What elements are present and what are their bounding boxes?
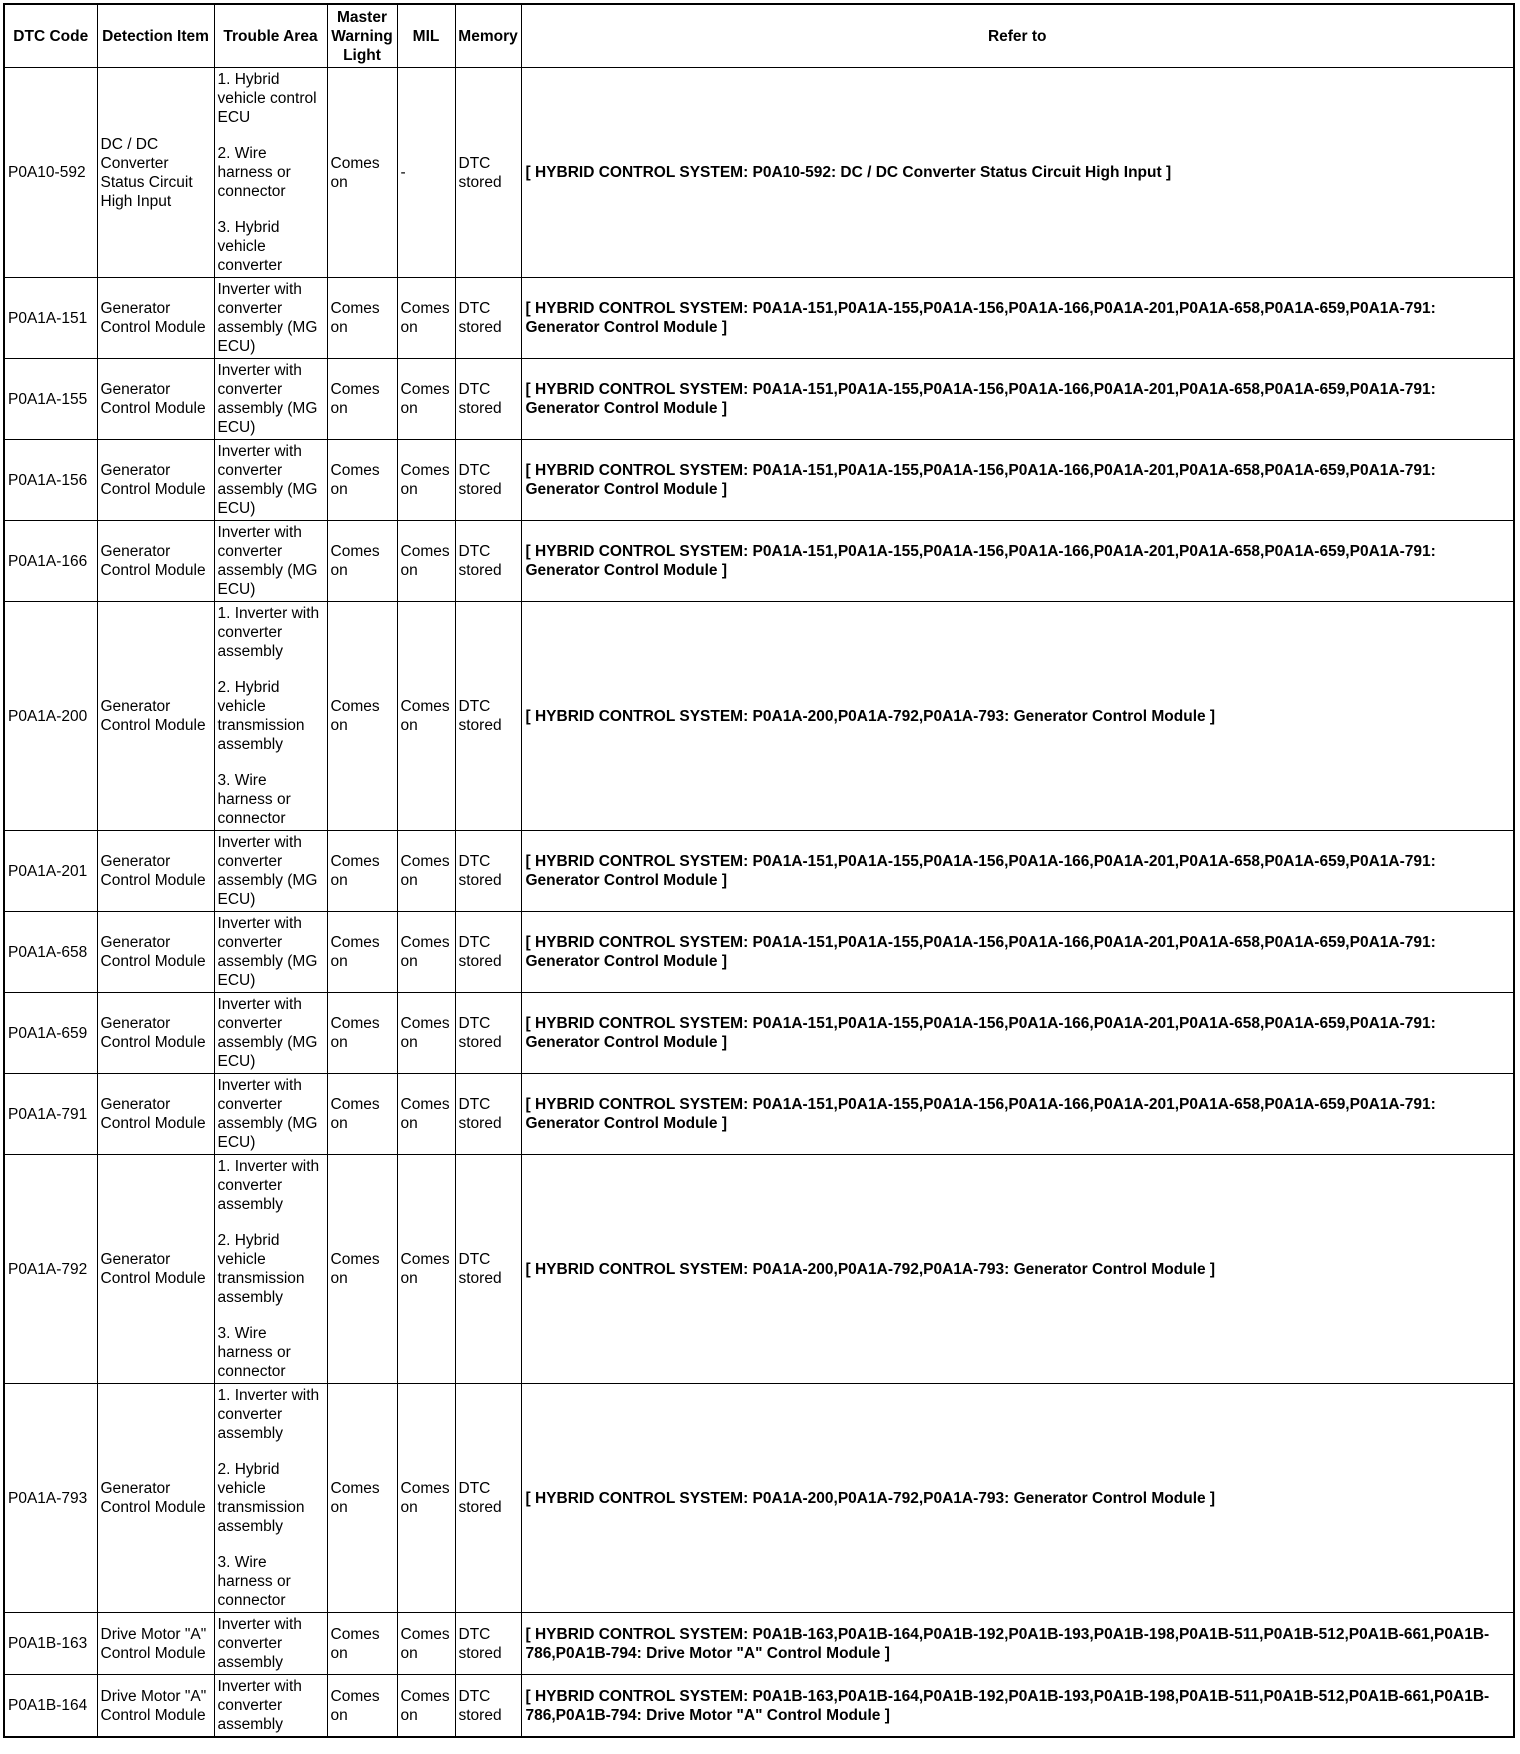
trouble-area-cell: [214, 831, 327, 912]
dtc-code-cell: P0A10-592: [4, 68, 97, 278]
memory-cell: DTC stored: [455, 1155, 521, 1384]
header-mil: MIL: [397, 4, 455, 68]
mil-cell: Comes on: [397, 1384, 455, 1613]
master-warning-cell: Comes on: [327, 1675, 397, 1738]
dtc-table-container: [3, 3, 1515, 1738]
trouble-area-cell: [214, 278, 327, 359]
trouble-area-item: Inverter with converter assembly (MG ECU): [217, 281, 318, 355]
trouble-area-item: 1. Inverter with converter assembly: [217, 1387, 320, 1442]
master-warning-cell: Comes on: [327, 521, 397, 602]
header-row: [4, 4, 1514, 68]
mil-cell: Comes on: [397, 521, 455, 602]
refer-to-cell: [ HYBRID CONTROL SYSTEM: P0A1A-151,P0A1A-155,P0A1A-156,P0A1A-166,P0A1A-201,P0A1A-658,P0A1A-659,P0A1A-791: Generator Control Module ]: [521, 912, 1514, 993]
header-detection-item: Detection Item: [97, 4, 214, 68]
trouble-area-cell: [214, 1155, 327, 1384]
header-memory: Memory: [455, 4, 521, 68]
table-row: [4, 359, 1514, 440]
dtc-table: [3, 3, 1515, 1738]
mil-cell: Comes on: [397, 440, 455, 521]
trouble-area-cell: [214, 359, 327, 440]
master-warning-cell: Comes on: [327, 912, 397, 993]
refer-to-cell: [ HYBRID CONTROL SYSTEM: P0A1A-151,P0A1A-155,P0A1A-156,P0A1A-166,P0A1A-201,P0A1A-658,P0A1A-659,P0A1A-791: Generator Control Module ]: [521, 831, 1514, 912]
mil-cell: Comes on: [397, 1074, 455, 1155]
mil-cell: Comes on: [397, 602, 455, 831]
dtc-code-cell: P0A1A-658: [4, 912, 97, 993]
trouble-area-item: Inverter with converter assembly: [217, 1616, 302, 1671]
dtc-code-cell: P0A1A-200: [4, 602, 97, 831]
trouble-area-item: 1. Inverter with converter assembly: [217, 605, 320, 660]
mil-cell: Comes on: [397, 912, 455, 993]
refer-to-cell: [ HYBRID CONTROL SYSTEM: P0A1A-151,P0A1A-155,P0A1A-156,P0A1A-166,P0A1A-201,P0A1A-658,P0A1A-659,P0A1A-791: Generator Control Module ]: [521, 440, 1514, 521]
memory-cell: DTC stored: [455, 602, 521, 831]
table-row: [4, 831, 1514, 912]
header-dtc-code: DTC Code: [4, 4, 97, 68]
detection-item-cell: Generator Control Module: [97, 993, 214, 1074]
detection-item-cell: Drive Motor "A" Control Module: [97, 1613, 214, 1675]
dtc-code-cell: P0A1A-156: [4, 440, 97, 521]
trouble-area-item: Inverter with converter assembly (MG ECU): [217, 834, 318, 908]
detection-item-cell: Drive Motor "A" Control Module: [97, 1675, 214, 1738]
trouble-area-item: Inverter with converter assembly (MG ECU): [217, 915, 318, 989]
dtc-code-cell: P0A1A-791: [4, 1074, 97, 1155]
trouble-area-item: Inverter with converter assembly (MG ECU): [217, 996, 318, 1070]
master-warning-cell: Comes on: [327, 278, 397, 359]
master-warning-cell: Comes on: [327, 602, 397, 831]
trouble-area-cell: [214, 602, 327, 831]
table-row: [4, 521, 1514, 602]
master-warning-cell: Comes on: [327, 440, 397, 521]
master-warning-cell: Comes on: [327, 359, 397, 440]
trouble-area-cell: [214, 1675, 327, 1738]
memory-cell: DTC stored: [455, 521, 521, 602]
detection-item-cell: Generator Control Module: [97, 1155, 214, 1384]
master-warning-cell: Comes on: [327, 1384, 397, 1613]
mil-cell: Comes on: [397, 278, 455, 359]
header-master-warning-light: Master Warning Light: [327, 4, 397, 68]
refer-to-cell: [ HYBRID CONTROL SYSTEM: P0A1A-151,P0A1A-155,P0A1A-156,P0A1A-166,P0A1A-201,P0A1A-658,P0A1A-659,P0A1A-791: Generator Control Module ]: [521, 1074, 1514, 1155]
mil-cell: Comes on: [397, 1155, 455, 1384]
trouble-area-item: 3. Hybrid vehicle converter: [217, 219, 283, 274]
detection-item-cell: Generator Control Module: [97, 1074, 214, 1155]
memory-cell: DTC stored: [455, 1675, 521, 1738]
memory-cell: DTC stored: [455, 278, 521, 359]
table-row: [4, 1384, 1514, 1613]
table-row: [4, 278, 1514, 359]
memory-cell: DTC stored: [455, 359, 521, 440]
dtc-code-cell: P0A1A-151: [4, 278, 97, 359]
dtc-code-cell: P0A1A-659: [4, 993, 97, 1074]
table-row: [4, 68, 1514, 278]
trouble-area-cell: [214, 912, 327, 993]
refer-to-cell: [ HYBRID CONTROL SYSTEM: P0A10-592: DC / DC Converter Status Circuit High Input ]: [521, 68, 1514, 278]
trouble-area-item: Inverter with converter assembly (MG ECU): [217, 524, 318, 598]
refer-to-cell: [ HYBRID CONTROL SYSTEM: P0A1B-163,P0A1B-164,P0A1B-192,P0A1B-193,P0A1B-198,P0A1B-511,P0A1B-512,P0A1B-661,P0A1B-786,P0A1B-794: Drive Motor "A" Control Module ]: [521, 1675, 1514, 1738]
memory-cell: DTC stored: [455, 831, 521, 912]
trouble-area-item: 2. Wire harness or connector: [217, 145, 291, 200]
memory-cell: DTC stored: [455, 912, 521, 993]
table-row: [4, 1613, 1514, 1675]
trouble-area-cell: [214, 440, 327, 521]
memory-cell: DTC stored: [455, 1074, 521, 1155]
memory-cell: DTC stored: [455, 1613, 521, 1675]
table-header: [4, 4, 1514, 68]
trouble-area-cell: [214, 68, 327, 278]
trouble-area-item: 3. Wire harness or connector: [217, 772, 291, 827]
master-warning-cell: Comes on: [327, 993, 397, 1074]
trouble-area-item: 3. Wire harness or connector: [217, 1325, 291, 1380]
dtc-code-cell: P0A1B-164: [4, 1675, 97, 1738]
trouble-area-item: 2. Hybrid vehicle transmission assembly: [217, 679, 305, 753]
table-row: [4, 440, 1514, 521]
memory-cell: DTC stored: [455, 993, 521, 1074]
table-row: [4, 1155, 1514, 1384]
memory-cell: DTC stored: [455, 68, 521, 278]
mil-cell: Comes on: [397, 1613, 455, 1675]
trouble-area-item: Inverter with converter assembly: [217, 1678, 302, 1733]
detection-item-cell: Generator Control Module: [97, 521, 214, 602]
refer-to-cell: [ HYBRID CONTROL SYSTEM: P0A1A-200,P0A1A-792,P0A1A-793: Generator Control Module ]: [521, 602, 1514, 831]
detection-item-cell: Generator Control Module: [97, 831, 214, 912]
trouble-area-cell: [214, 993, 327, 1074]
trouble-area-item: 3. Wire harness or connector: [217, 1554, 291, 1609]
dtc-code-cell: P0A1A-166: [4, 521, 97, 602]
refer-to-cell: [ HYBRID CONTROL SYSTEM: P0A1A-151,P0A1A-155,P0A1A-156,P0A1A-166,P0A1A-201,P0A1A-658,P0A1A-659,P0A1A-791: Generator Control Module ]: [521, 993, 1514, 1074]
table-row: [4, 993, 1514, 1074]
master-warning-cell: Comes on: [327, 68, 397, 278]
trouble-area-cell: [214, 521, 327, 602]
table-body: [4, 68, 1514, 1738]
dtc-code-cell: P0A1A-793: [4, 1384, 97, 1613]
mil-cell: Comes on: [397, 1675, 455, 1738]
master-warning-cell: Comes on: [327, 1613, 397, 1675]
detection-item-cell: Generator Control Module: [97, 602, 214, 831]
trouble-area-item: Inverter with converter assembly (MG ECU): [217, 443, 318, 517]
mil-cell: Comes on: [397, 831, 455, 912]
trouble-area-item: Inverter with converter assembly (MG ECU): [217, 1077, 318, 1151]
header-trouble-area: Trouble Area: [214, 4, 327, 68]
mil-cell: -: [397, 68, 455, 278]
detection-item-cell: Generator Control Module: [97, 440, 214, 521]
table-row: [4, 1675, 1514, 1738]
detection-item-cell: Generator Control Module: [97, 912, 214, 993]
refer-to-cell: [ HYBRID CONTROL SYSTEM: P0A1A-200,P0A1A-792,P0A1A-793: Generator Control Module ]: [521, 1384, 1514, 1613]
trouble-area-item: 2. Hybrid vehicle transmission assembly: [217, 1232, 305, 1306]
refer-to-cell: [ HYBRID CONTROL SYSTEM: P0A1A-200,P0A1A-792,P0A1A-793: Generator Control Module ]: [521, 1155, 1514, 1384]
dtc-code-cell: P0A1A-155: [4, 359, 97, 440]
master-warning-cell: Comes on: [327, 1155, 397, 1384]
dtc-code-cell: P0A1A-201: [4, 831, 97, 912]
detection-item-cell: Generator Control Module: [97, 359, 214, 440]
refer-to-cell: [ HYBRID CONTROL SYSTEM: P0A1A-151,P0A1A-155,P0A1A-156,P0A1A-166,P0A1A-201,P0A1A-658,P0A1A-659,P0A1A-791: Generator Control Module ]: [521, 359, 1514, 440]
trouble-area-cell: [214, 1384, 327, 1613]
table-row: [4, 912, 1514, 993]
memory-cell: DTC stored: [455, 440, 521, 521]
refer-to-cell: [ HYBRID CONTROL SYSTEM: P0A1A-151,P0A1A-155,P0A1A-156,P0A1A-166,P0A1A-201,P0A1A-658,P0A1A-659,P0A1A-791: Generator Control Module ]: [521, 278, 1514, 359]
refer-to-cell: [ HYBRID CONTROL SYSTEM: P0A1B-163,P0A1B-164,P0A1B-192,P0A1B-193,P0A1B-198,P0A1B-511,P0A1B-512,P0A1B-661,P0A1B-786,P0A1B-794: Drive Motor "A" Control Module ]: [521, 1613, 1514, 1675]
memory-cell: DTC stored: [455, 1384, 521, 1613]
header-refer-to: Refer to: [521, 4, 1514, 68]
trouble-area-item: Inverter with converter assembly (MG ECU): [217, 362, 318, 436]
detection-item-cell: Generator Control Module: [97, 1384, 214, 1613]
mil-cell: Comes on: [397, 993, 455, 1074]
trouble-area-item: 1. Hybrid vehicle control ECU: [217, 71, 317, 126]
dtc-code-cell: P0A1B-163: [4, 1613, 97, 1675]
master-warning-cell: Comes on: [327, 831, 397, 912]
trouble-area-cell: [214, 1074, 327, 1155]
dtc-code-cell: P0A1A-792: [4, 1155, 97, 1384]
trouble-area-item: 1. Inverter with converter assembly: [217, 1158, 320, 1213]
table-row: [4, 602, 1514, 831]
detection-item-cell: Generator Control Module: [97, 278, 214, 359]
table-row: [4, 1074, 1514, 1155]
trouble-area-item: 2. Hybrid vehicle transmission assembly: [217, 1461, 305, 1535]
mil-cell: Comes on: [397, 359, 455, 440]
trouble-area-cell: [214, 1613, 327, 1675]
refer-to-cell: [ HYBRID CONTROL SYSTEM: P0A1A-151,P0A1A-155,P0A1A-156,P0A1A-166,P0A1A-201,P0A1A-658,P0A1A-659,P0A1A-791: Generator Control Module ]: [521, 521, 1514, 602]
detection-item-cell: DC / DC Converter Status Circuit High Input: [97, 68, 214, 278]
master-warning-cell: Comes on: [327, 1074, 397, 1155]
